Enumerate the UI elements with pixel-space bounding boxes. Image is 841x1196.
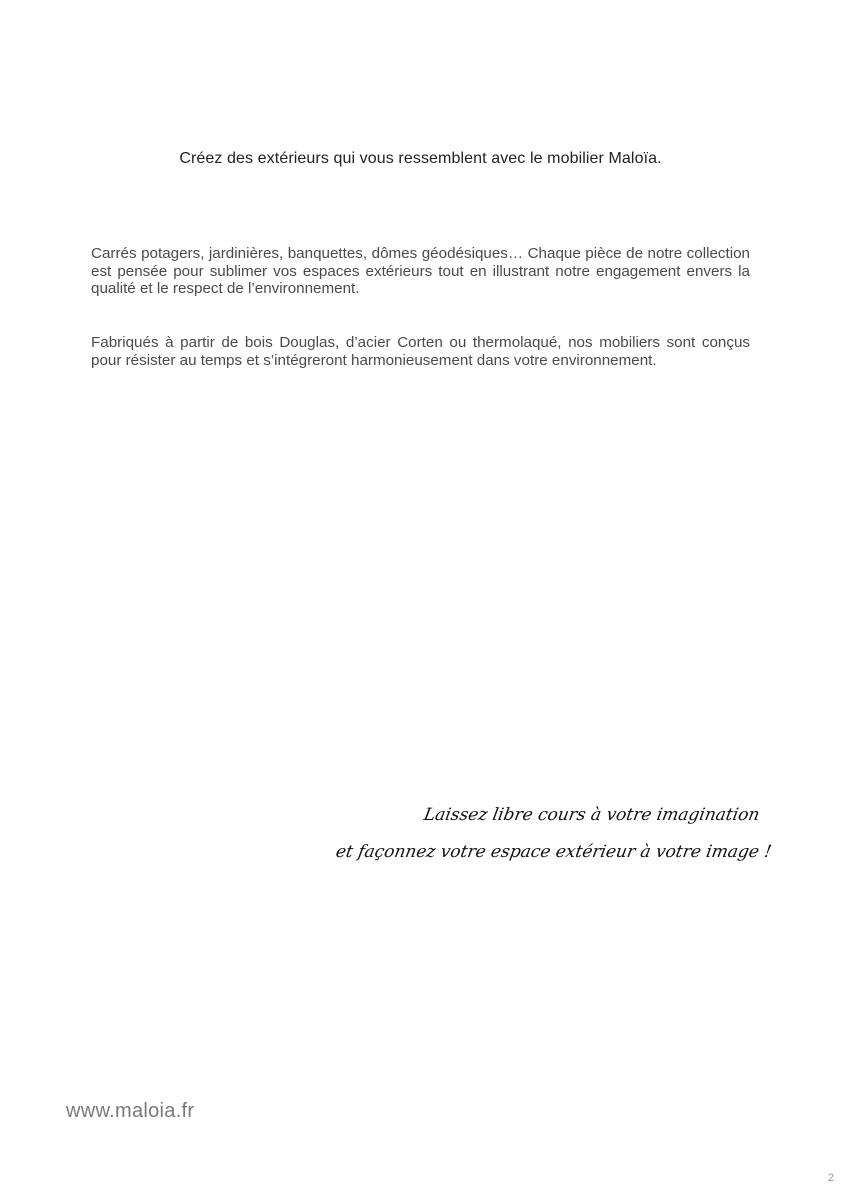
intro-paragraph: Carrés potagers, jardinières, banquettes, dômes géodésiques… Chaque pièce de notre collection est pensée pour sublimer vos espaces extérieurs tout en illustrant notre engagement envers la qualité et le respect de l’environnement. (91, 245, 750, 298)
tagline-line-1: Laissez libre cours à votre imagination (421, 805, 761, 825)
page-number: 2 (827, 1172, 834, 1184)
page-headline: Créez des extérieurs qui vous ressemblent avec le mobilier Maloïa. (179, 150, 662, 167)
materials-paragraph: Fabriqués à partir de bois Douglas, d’acier Corten ou thermolaqué, nos mobiliers sont conçus pour résister au temps et s’intégreront harmonieusement dans votre environnement. (91, 334, 750, 369)
tagline-line-2: et façonnez votre espace extérieur à votre image ! (334, 842, 773, 862)
website-url: www.maloia.fr (66, 1100, 195, 1122)
